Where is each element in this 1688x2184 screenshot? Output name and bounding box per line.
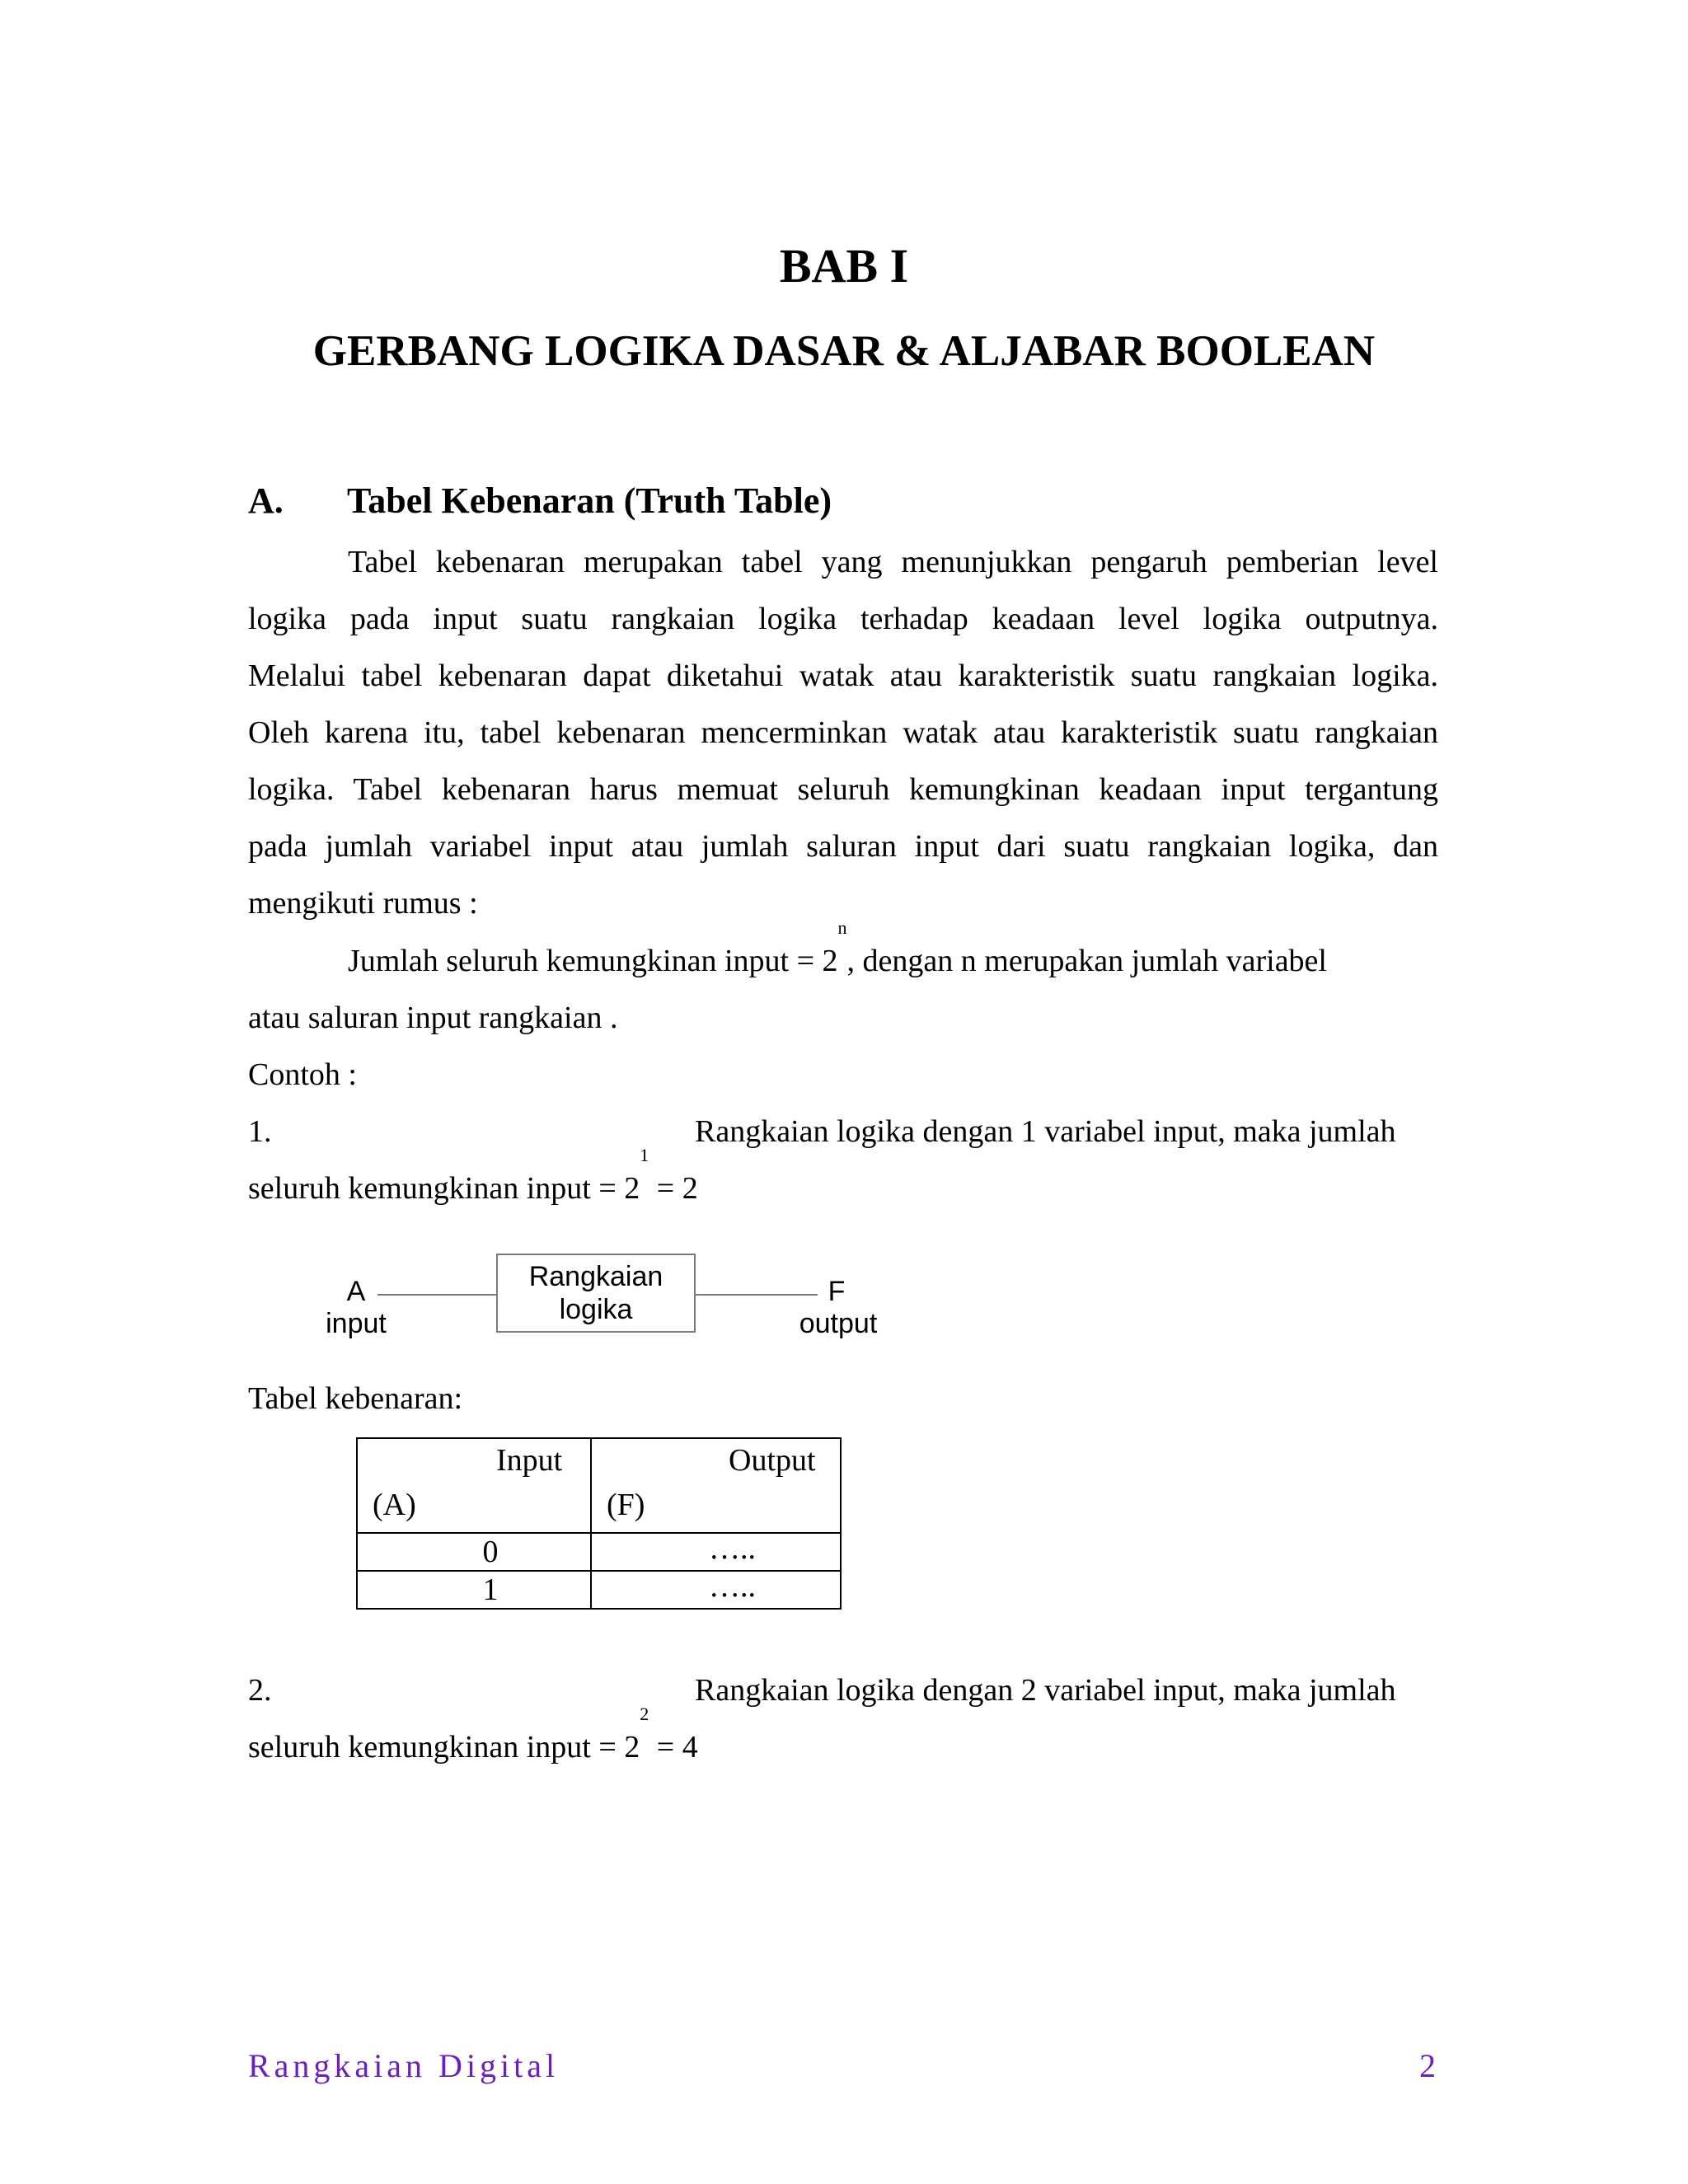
header-output-title: Output (729, 1443, 816, 1478)
example-count-line: seluruh kemungkinan input = $2^1 = 2$ (248, 1145, 698, 1206)
example-number: 1. (248, 1114, 272, 1149)
example-count-line: seluruh kemungkinan input = $2^2 = 4$ (248, 1704, 698, 1765)
formula-text: Jumlah seluruh kemungkinan input = $2^n$, dengan n merupakan jumlah variabel (348, 917, 1327, 978)
truth-table-label: Tabel kebenaran: (248, 1381, 463, 1416)
footer-title: Rangkaian Digital (248, 2047, 560, 2084)
formula-paragraph (248, 917, 1438, 1047)
example-label: Contoh : (248, 1057, 357, 1092)
paragraph-line: mengikuti rumus : (248, 886, 478, 921)
header-output-var: (F) (607, 1488, 645, 1522)
input-label: input (326, 1308, 387, 1339)
paragraph-line: Oleh karena itu, tabel kebenaran mencerminkan watak atau karakteristik suatu rangkaian (248, 715, 1438, 750)
paragraph-line: logika. Tabel kebenaran harus memuat seluruh kemungkinan keadaan input tergantung (248, 772, 1438, 807)
paragraph-line: Melalui tabel kebenaran dapat diketahui watak atau karakteristik suatu rangkaian logika. (248, 658, 1438, 693)
formula-line (248, 917, 1438, 990)
header-input-var: (A) (373, 1488, 416, 1522)
paragraph-truth-table-definition (248, 534, 1438, 932)
chapter-title: GERBANG LOGIKA DASAR & ALJABAR BOOLEAN (312, 327, 1376, 375)
input-variable-label: A (346, 1276, 366, 1307)
example-number: 2. (248, 1673, 272, 1708)
box-label-line-1: Rangkaian (528, 1261, 663, 1292)
table-row (357, 1571, 841, 1609)
example-text: Rangkaian logika dengan 2 variabel input, maka jumlah (695, 1673, 1396, 1708)
table-cell: ….. (591, 1533, 841, 1571)
logic-circuit-box (496, 1254, 696, 1333)
example-text: Rangkaian logika dengan 1 variabel input, maka jumlah (695, 1114, 1396, 1149)
page-number: 2 (1419, 2047, 1436, 2084)
paragraph-line: Tabel kebenaran merupakan tabel yang menunjukkan pengaruh pemberian level (348, 545, 1438, 579)
table-cell: 1 (357, 1571, 591, 1609)
section-title: Tabel Kebenaran (Truth Table) (347, 480, 832, 521)
header-cell-input (357, 1438, 591, 1533)
table-header-row (357, 1438, 841, 1533)
table-cell: 0 (357, 1533, 591, 1571)
output-variable-label: F (828, 1276, 846, 1307)
input-wire (377, 1294, 496, 1296)
header-input-title: Input (496, 1443, 563, 1478)
header-cell-output (591, 1438, 841, 1533)
formula-line-2: atau saluran input rangkaian . (248, 1001, 618, 1035)
paragraph-line: pada jumlah variabel input atau jumlah saluran input dari suatu rangkaian logika, dan (248, 829, 1438, 864)
truth-table (356, 1437, 842, 1610)
table-row (357, 1533, 841, 1571)
paragraph-line: logika pada input suatu rangkaian logika terhadap keadaan level logika outputnya. (248, 602, 1438, 636)
table-cell: ….. (591, 1571, 841, 1609)
output-label: output (799, 1308, 878, 1339)
box-label-line-2: logika (559, 1294, 633, 1325)
section-letter: A. (248, 480, 284, 521)
output-wire (696, 1294, 818, 1296)
chapter-heading: BAB I (779, 239, 909, 293)
